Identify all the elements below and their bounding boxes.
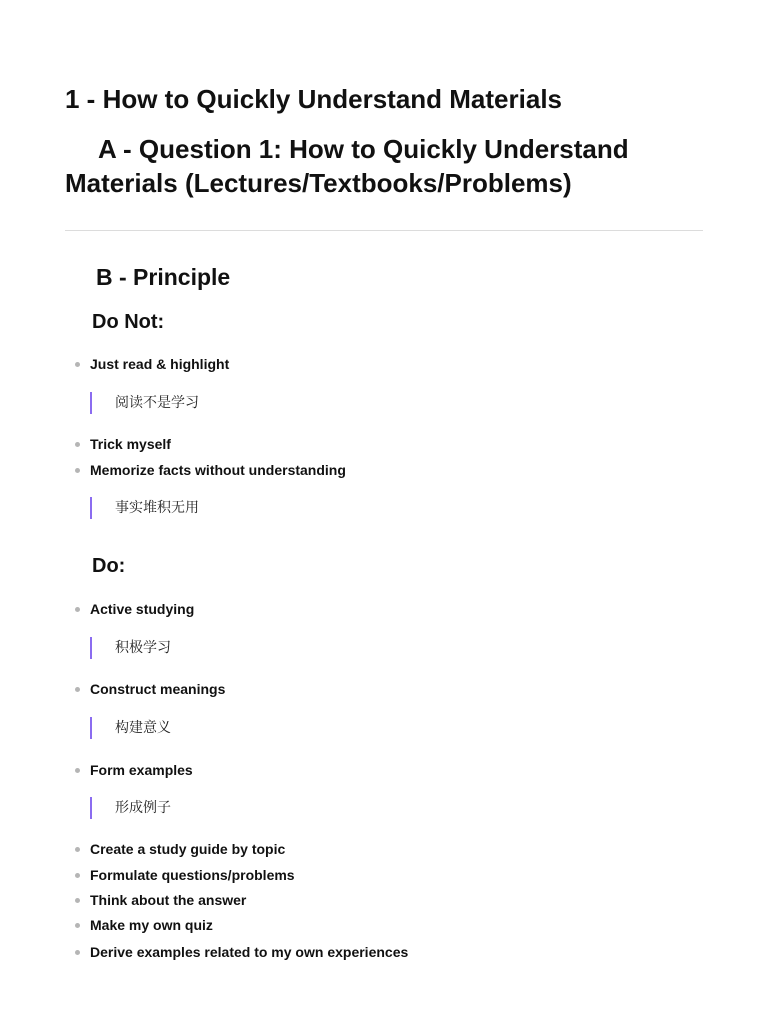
do-heading: Do: — [92, 555, 126, 577]
section-b-heading: B - Principle — [96, 264, 231, 290]
bullet-dot-icon — [75, 607, 80, 612]
note-quote — [90, 797, 171, 819]
list-item-text: Derive examples related to my own experiences — [90, 944, 409, 960]
list-item-text: Construct meanings — [90, 681, 226, 697]
list-item — [90, 840, 285, 858]
note-text: 积极学习 — [115, 640, 171, 656]
list-item-text: Form examples — [90, 762, 193, 778]
bullet-dot-icon — [75, 898, 80, 903]
bullet-dot-icon — [75, 442, 80, 447]
note-text: 形成例子 — [115, 800, 171, 816]
list-item-text: Trick myself — [90, 436, 171, 452]
note-quote — [90, 637, 171, 659]
list-item — [90, 600, 194, 618]
list-item-text: Create a study guide by topic — [90, 841, 286, 857]
bullet-dot-icon — [75, 768, 80, 773]
list-item — [90, 461, 346, 479]
page-title: 1 - How to Quickly Understand Materials — [65, 84, 562, 114]
bullet-dot-icon — [75, 468, 80, 473]
list-item-text: Memorize facts without understanding — [90, 462, 346, 478]
list-item-text: Just read & highlight — [90, 356, 230, 372]
divider — [65, 230, 703, 231]
bullet-dot-icon — [75, 847, 80, 852]
note-quote — [90, 392, 199, 414]
list-item-text: Active studying — [90, 601, 195, 617]
list-item — [90, 355, 229, 373]
note-quote — [90, 497, 199, 519]
bullet-dot-icon — [75, 873, 80, 878]
list-item-text: Make my own quiz — [90, 917, 213, 933]
list-item — [90, 866, 295, 884]
note-text: 构建意义 — [115, 720, 171, 736]
section-a-heading: A - Question 1: How to Quickly Understand Materials (Lectures/Textbooks/Problems) — [65, 134, 629, 198]
note-quote — [90, 717, 171, 739]
note-text: 事实堆积无用 — [115, 500, 199, 516]
list-item — [90, 680, 225, 698]
list-item — [90, 435, 171, 453]
do-not-heading: Do Not: — [92, 311, 165, 333]
bullet-dot-icon — [75, 923, 80, 928]
list-item — [90, 891, 246, 909]
list-item — [90, 761, 193, 779]
list-item-text: Formulate questions/problems — [90, 867, 295, 883]
bullet-dot-icon — [75, 362, 80, 367]
bullet-dot-icon — [75, 687, 80, 692]
note-text: 阅读不是学习 — [115, 395, 199, 411]
bullet-dot-icon — [75, 950, 80, 955]
list-item-text: Think about the answer — [90, 892, 247, 908]
list-item — [90, 943, 408, 961]
list-item — [90, 916, 213, 934]
